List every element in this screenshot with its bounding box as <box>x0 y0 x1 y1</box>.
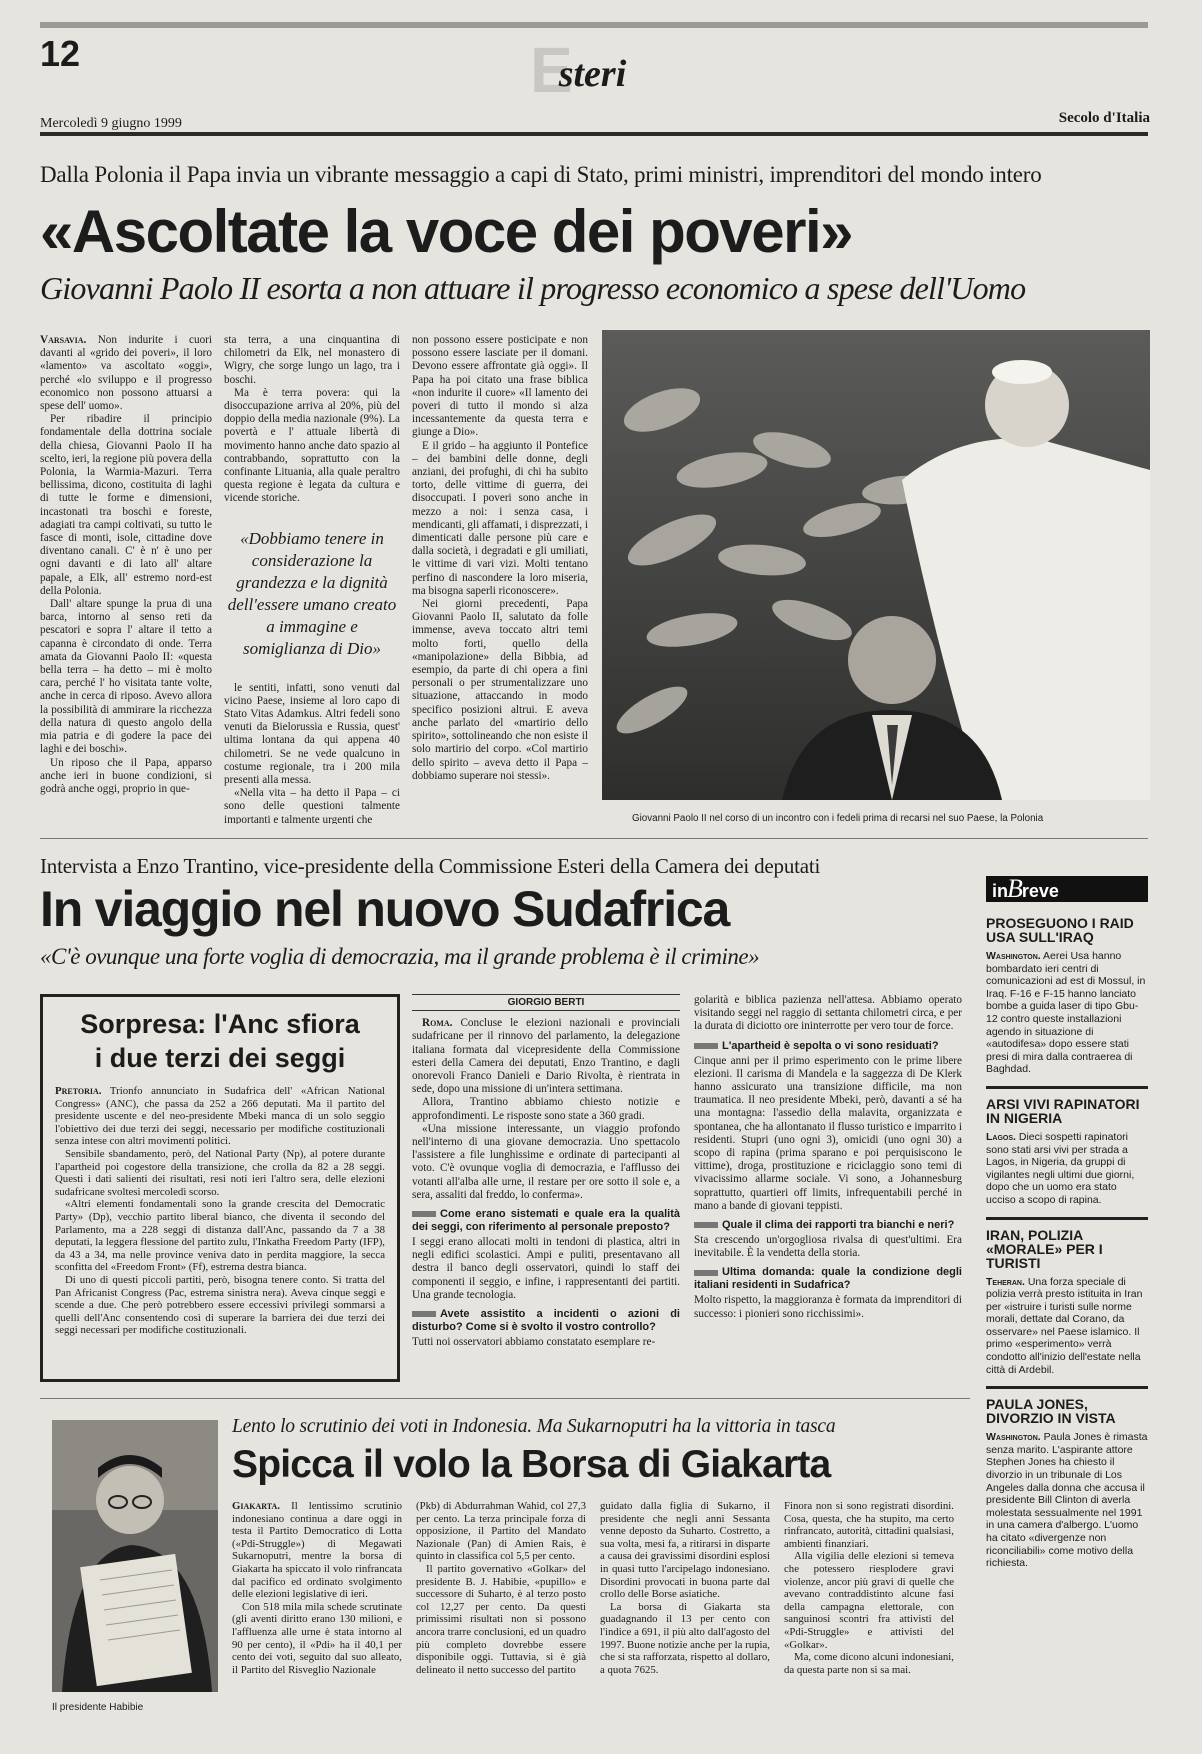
in-breve-label <box>986 876 1148 902</box>
brief-text: Dieci sospetti rapinatori sono stati arsi vivi per strada a Lagos, in Nigeria, da gruppi di vigilantes negli ultimi due giorni, dopo che un uomo era stato ucciso a scopo di rapina. <box>986 1130 1135 1206</box>
gk-col-1 <box>232 1500 402 1728</box>
gk-col4-p3: Ma, come dicono alcuni indonesiani, da questa parte non si sa mai. <box>784 1651 954 1676</box>
brief-divider <box>986 1086 1148 1089</box>
gk-col4-p1: Finora non si sono registrati disordini. Cosa, questa, che ha stupito, ma certo rinfrancato, autorità, cittadini qualsiasi, ambienti finanziari. <box>784 1500 954 1550</box>
brief-title: ARSI VIVI RAPINATORI IN NIGERIA <box>986 1095 1140 1126</box>
in-breve-rest: reve <box>1021 881 1059 901</box>
anc-p1: Trionfo annunciato in Sudafrica dell' «African National Congress» (ANC), che passa da 252 a 266 deputati. Ma il partito del presidente uscente e del neo-presidente Mbeki manca di un solo seggio l'obiettivo dei due terzi dei seggi, necessario per modifiche costituzionali senza intese con altri movimenti politici. <box>55 1085 385 1148</box>
pope-col1-p2: Per ribadire il principio fondamentale della dottrina sociale della chiesa, Giovanni Paolo II ha scelto, ieri, la regione più povera della Polonia, la Warmia-Mazuri. Terra bellissima, dicono, costituita di laghi di tutte le forme e dimensioni, incastonati tra boschi e foreste, adagiati tra campi coltivati, su tutto le fasce di monti, isole, cittadine dove diventano canali. C' è n' è uno per ogni davanti e di lato all' altare papale, a Elk, all' estremo nord-est della Polonia. <box>40 413 212 597</box>
brief-item <box>986 1397 1148 1570</box>
gk-headline: Spicca il volo la Borsa di Giakarta <box>232 1443 831 1486</box>
sa-a3: Cinque anni per il primo esperimento con le prime libere elezioni. Il carisma di Mandela e la saggezza di De Klerk hanno assicurato una transizione difficile, ma non traumatica. Il neo presidente Mbeki, però, davanti a sé ha una montagna: l'assedio della malavita, organizzata e spontanea, che ha allontanato il flusso turistico e imparrito i residenti. Stupri (uno ogni 3), omicidi (uno ogni 30) a scopo di rapina (prima sparano e poi perquisiscono le vittime), droga, prostituzione e riciclaggio sono temi di vivacissimo allarme sociale. Vi sono, a Johannesburg soprattutto, quartieri off limits, infrequentabili perché in mano a bande di giovani teppisti. <box>694 1054 962 1212</box>
pope-col2-p3: le sentiti, infatti, sono venuti dal vicino Paese, insieme al loro capo di Stato Vitas Adamkus. Altri fedeli sono venuti da Bielorussia e Russia, quest' ultima lontana da qui appena 40 chilometri. Se ne vede qualcuno in costume regionale, tra i 200 mila presenti alla messa. <box>224 681 400 787</box>
pope-headline: «Ascoltate la voce dei poveri» <box>40 198 853 265</box>
sa-dateline: Roma. <box>422 1017 453 1030</box>
gk-col-2 <box>416 1500 586 1728</box>
sa-col1-p1: Concluse le elezioni nazionali e provinciali sudafricane per il rinnovo del parlamento, la delegazione italiana formata dal vicepresidente della Commissione esteri della Camera dei deputati, Enzo Trantino, e dagli onorevoli Franco Danieli e Dario Rivolta, è rientrata in sede, dopo una missione di un'intera settimana. <box>412 1017 680 1096</box>
gk-col-3 <box>600 1500 770 1728</box>
page-date: Mercoledì 9 giugno 1999 <box>40 116 182 131</box>
gk-col1-p1: Il lentissimo scrutinio indonesiano continua a dare oggi in testa il Partito Democratico di Lotta («Pdi-Struggle») di Megawati Sukarnoputri, mentre la borsa di Giakarta ha spiccato il volo rinfrancata dal pacifico ed ordinato svolgimento delle elezioni legislative di ieri. <box>232 1500 402 1601</box>
gk-col3-p2: La borsa di Giakarta sta guadagnando il 13 per cento con l'indice a 691, il più alto dall'agosto del 1997. Buone notizie anche per la rupia, che si sta rafforzata, rispetto al dollaro, a quota 7625. <box>600 1600 770 1676</box>
brief-divider <box>986 1217 1148 1220</box>
pope-pull-quote: «Dobbiamo tenere in considerazione la grandezza e la dignità dell'essere umano creato a immagine e somiglianza di Dio» <box>227 528 397 658</box>
pope-col-1 <box>40 334 212 824</box>
anc-p4: Di uno di questi piccoli partiti, però, bisogna tenere conto. Si tratta del Pan Africanist Congress (Pac, estrema sinistra nera). Aveva cinque seggi e scende a due. Che però potrebbero essere eccessivi privilegi sommarsi a quelli dell'Anc consentendo così di superare la barriera dei due terzi dei seggi necessari per modifiche costituzionali. <box>55 1273 385 1337</box>
sa-byline: GIORGIO BERTI <box>412 994 680 1011</box>
brief-dateline: Lagos. <box>986 1130 1016 1143</box>
sa-kicker: Intervista a Enzo Trantino, vice-presidente della Commissione Esteri della Camera dei deputati <box>40 854 821 878</box>
top-rule <box>40 22 1148 28</box>
sa-q5: Ultima domanda: quale la condizione degli italiani residenti in Sudafrica? <box>694 1266 962 1292</box>
brief-text: Aerei Usa hanno bombardato ieri centri di comunicazioni ad est di Mossul, in Iraq. F-16 e F-15 hanno lanciato bombe a guida laser di tipo Gbu-12 contro queste installazioni agendo in situazione di «autodifesa» dopo essere stati presi di mira dalla contraerea di Baghdad. <box>986 950 1146 1076</box>
pope-col2-p2: Ma è terra povera: qui la disoccupazione arriva al 20%, più del doppio della media nazionale (9%). La povertà e l' attuale libertà di movimento hanno anche dato spazio al contrabbando, soprattutto con la confinante Lituania, alla quale peraltro questa regione è legata da cultura e vicende storiche. <box>224 386 400 505</box>
brief-title: PAULA JONES, DIVORZIO IN VISTA <box>986 1396 1116 1427</box>
sa-col-2 <box>694 994 962 1384</box>
pope-col-3 <box>412 334 588 824</box>
gk-col2-p1: (Pkb) di Abdurrahman Wahid, col 27,3 per cento. La terza principale forza di opposizione, il Partito del Mandato Nazionale (Pan) di Amien Rais, è quinto in classifica col 5,5 per cento. <box>416 1500 586 1563</box>
page-number: 12 <box>40 33 81 74</box>
pope-col2-p1: sta terra, a una cinquantina di chilometri da Elk, nel monastero di Wigry, che sorge lungo un lago, tra i boschi. <box>224 334 400 386</box>
pope-col1-p3: Dall' altare spunge la prua di una barca, intorno al senso reti da pescatori e sopra l' altare il tetto a capanna è circondato di onde. Terra amata da Giovanni Paolo II: «questa bella terra – ha detto – mi è molto cara, perché l' ho visitata tante volte, anche in cerca di riposo. Avevo allora la possibilità di ammirare la ricchezza della natura di questo angolo della mia patria e di godere la pace dei laghi e dei boschi». <box>40 598 212 756</box>
pope-col-2 <box>224 334 400 824</box>
brief-divider <box>986 1386 1148 1389</box>
anc-box-title-1: Sorpresa: l'Anc sfiora <box>80 1009 360 1039</box>
pope-col1-p4: Un riposo che il Papa, apparso anche ieri in buone condizioni, si godrà anche oggi, proprio in que- <box>40 756 212 795</box>
sa-a4: Sta crescendo un'orgogliosa rivalsa di quest'ultimi. Era inevitabile. È la vendetta della storia. <box>694 1234 962 1260</box>
pope-col1-p1: Non indurite i cuori davanti al «grido dei poveri», il loro «lamento» va ascoltato «oggi», perché «lo sviluppo e il progresso economico non possono attuarsi a spese dell' uomo». <box>40 334 212 413</box>
sa-q3: L'apartheid è sepolta o vi sono residuati? <box>694 1040 962 1053</box>
gk-col3-p1: guidato dalla figlia di Sukarno, il presidente che negli anni Sessanta venne deposto da Suharto. Costretto, a sua volta, mesi fa, a ritirarsi in disparte a causa dei gravissimi disordini esplosi in quasi tutto l'arcipelago indonesiano. Disordini provocati in buona parte dal crollo delle Borse asiatiche. <box>600 1500 770 1601</box>
newspaper-name: Secolo d'Italia <box>1058 110 1150 126</box>
gk-col2-p2: Il partito governativo «Golkar» del presidente B. J. Habibie, «pupillo» e successore di Suharto, è al terzo posto col 12,27 per cento. Da questi primissimi risultati non si possono ancora trarre conclusioni, ed un quadro più completo dovrebbe essere disponibile oggi. Tuttavia, si è già delineato il netto successo del partito <box>416 1562 586 1676</box>
pope-col2-p4: «Nella vita – ha detto il Papa – ci sono delle questioni talmente importanti e talmente urgenti che <box>224 787 400 824</box>
gk-col1-p2: Con 518 mila mila schede scrutinate (gli aventi diritto erano 130 milioni, e l'affluenza alle urne è stata intorno al 90 per cento), il «Pdi» ha il 40,1 per cento dei voti, seguito dal suo alleato, il Partito del Risveglio Nazionale <box>232 1600 402 1676</box>
in-breve-sidebar <box>986 876 1148 1726</box>
sa-subhead: «C'è ovunque una forte voglia di democrazia, ma il grande problema è il crimine» <box>40 944 760 969</box>
sa-col-1 <box>412 994 680 1384</box>
brief-dateline: Washington. <box>986 1431 1041 1444</box>
pope-dateline: Varsavia. <box>40 334 87 346</box>
gk-dateline: Giakarta. <box>232 1500 281 1512</box>
section-initial: E <box>530 34 573 106</box>
sa-q1: Come erano sistemati e quale era la qualità dei seggi, con riferimento al personale preposto? <box>412 1208 680 1234</box>
sa-q2: Avete assistito a incidenti o azioni di disturbo? Come si è svolto il vostro controllo? <box>412 1308 680 1334</box>
pope-col3-p3: Nei giorni precedenti, Papa Giovanni Paolo II, salutato da folle immense, aveva toccato altri temi molto forti, quello della «manipolazione» della Bibbia, ad esempio, da parte di chi opera a fini personali o per strumentalizzare uno situazione, attaccando in modo specifico posizioni altrui. E aveva anche parlato del «martirio dello spirito», sottolineando che non esiste il solo martirio del corpo. «Col martirio dello spirito – aveva detto il Papa – dobbiamo superare noi stessi». <box>412 598 588 782</box>
pope-photo-image <box>602 330 1150 800</box>
anc-p2: Sensibile sbandamento, però, del National Party (Np), al potere durante l'apartheid poi cogestore della transizione, che crolla da 82 a 28 seggi. Questi i dati salienti dei risultati, resi noti ieri l'altro sera, delle elezioni sudafricane svoltesi mercoledì scorso. <box>55 1147 385 1198</box>
sa-headline: In viaggio nel nuovo Sudafrica <box>40 881 730 937</box>
sa-col1-p2: Allora, Trantino abbiamo chiesto notizie e approfondimenti. Le risposte sono state a 360 gradi. <box>412 1096 680 1122</box>
pope-col3-p1: non possono essere posticipate e non possono essere lasciate per il domani. Devono essere affrontate già oggi». Il Papa ha poi citato una frase biblica «non indurite il cuore» «Il lamento dei poveri di tutto il mondo si alza incessantemente da questa terra e giunge a Dio». <box>412 334 588 439</box>
brief-text: Paula Jones è rimasta senza marito. L'aspirante attore Stephen Jones ha chiesto il divorzio in un tribunale di Los Angeles dalla donna che accusa il presidente Bill Clinton di averla molestata sessualmente nel 1991 in una camera d'albergo. L'uomo ha citato «divergenze non riconciliabili» come motivo della richiesta. <box>986 1431 1148 1570</box>
sa-col1-p3: «Una missione interessante, un viaggio profondo nell'interno di una giovane democrazia. Uno spettacolo l'assistere a file lunghissime e ordinate di partecipanti al voto. C'è ovunque voglia di democrazia, e l'afflusso dei votanti all'alba alle urne, il restare per ore sotto il sole e, a sera, assaliti dal freddo, lo conferma». <box>412 1122 680 1201</box>
sa-a2: Tutti noi osservatori abbiamo constatato esemplare re- <box>412 1336 656 1349</box>
gk-col4-p2: Alla vigilia delle elezioni si temeva che potessero riesplodere gravi violenze, ancor più gravi di quelle che avevano contraddistinto alcune fasi della campagna elettorale, con sanguinosi scontri fra attivisti del «Pdi-Struggle» e attivisti del «Golkar». <box>784 1550 954 1651</box>
brief-title: PROSEGUONO I RAID USA SULL'IRAQ <box>986 915 1134 945</box>
brief-title: IRAN, POLIZIA «MORALE» PER I TURISTI <box>986 1226 1103 1271</box>
habibie-photo <box>52 1420 218 1692</box>
habibie-photo-caption: Il presidente Habibie <box>52 1702 144 1713</box>
pope-kicker: Dalla Polonia il Papa invia un vibrante messaggio a capi di Stato, primi ministri, imprenditori del mondo intero <box>40 162 1042 187</box>
sa-a5: Molto rispetto, la maggioranza è formata da imprenditori di successo: i pionieri sono ricchissimi». <box>694 1294 962 1320</box>
header-rule <box>40 132 1148 136</box>
gk-col-4 <box>784 1500 954 1728</box>
brief-item <box>986 1228 1148 1377</box>
habibie-photo-image <box>52 1420 218 1692</box>
sa-q4: Quale il clima dei rapporti tra bianchi e neri? <box>694 1219 962 1232</box>
pope-photo-caption: Giovanni Paolo II nel corso di un incontro con i fedeli prima di recarsi nel suo Paese, la Polonia <box>632 813 1044 824</box>
pope-photo <box>602 330 1150 800</box>
anc-dateline: Pretoria. <box>55 1085 102 1097</box>
brief-dateline: Teheran. <box>986 1275 1025 1288</box>
sa-a1: I seggi erano allocati molti in tendoni di plastica, altri in negli edifici scolastici. Ampi e puliti, presentavano all destra il banco degli osservatori, quindi lo staff dei componenti il seggio, e infine, i rappresentanti dei partiti. Una grande tecnologia. <box>412 1236 680 1301</box>
brief-item <box>986 1097 1148 1207</box>
anc-box-title-2: i due terzi dei seggi <box>94 1043 346 1073</box>
pope-col3-p2: E il grido – ha aggiunto il Pontefice – dei bambini delle donne, degli anziani, dei profughi, di chi ha subito torto, delle vittime di guerra, dei disoccupati. I poveri sono anche in mezzo a noi: i senza casa, i mendicanti, gli affamati, i disprezzati, i dimenticati dalle persone più care e dalla società, i degradati e gli umiliati, le vittime di vari vizi. Molti tentano perfino di nascondere la loro miseria, ma bisogna saperli riconoscere». <box>412 439 588 597</box>
mid-rule-1 <box>40 838 1148 839</box>
mid-rule-2 <box>40 1398 970 1399</box>
brief-text: Una forza speciale di polizia verrà presto istituita in Iran per «istruire i turisti sulle norme morali, dettate dal Corano, da osservare» nel Paese islamico. Il primo «esperimento» verrà condotto all'inizio dell'estate nella città di Ardebil. <box>986 1275 1143 1376</box>
gk-kicker: Lento lo scrutinio dei voti in Indonesia. Ma Sukarnoputri ha la vittoria in tasca <box>232 1416 836 1437</box>
section-title <box>530 34 627 106</box>
section-rest: steri <box>558 53 627 95</box>
pope-subhead: Giovanni Paolo II esorta a non attuare il progresso economico a spese dell'Uomo <box>40 270 1026 306</box>
in-breve-initial: B <box>1007 876 1023 903</box>
brief-dateline: Washington. <box>986 950 1041 962</box>
brief-item <box>986 916 1148 1076</box>
anc-p3: «Altri elementi fondamentali sono la grande crescita del Democratic Party» (Dp), vecchio partito liberal bianco, che diventa il secondo del Parlamento, ma a 228 seggi di distanza dall'Anc, passando da 7 a 38 deputati, la leggera flessione del partito zulu, l'Inkatha Freedom Party (IFP), da 43 a 34, ma nelle province veniva dato in perdita maggiore, la secca sconfitta del «Freedom Front» (Ff), estrema destra bianca. <box>55 1198 385 1274</box>
in-breve-prefix: in <box>992 881 1008 901</box>
sa-col2-p1: golarità e biblica pazienza nell'attesa. Abbiamo operato visitando seggi nel raggio di settanta chilometri circa, e per la durata di diciotto ore ininterrotte per vero tour de force. <box>694 994 962 1033</box>
anc-box <box>40 994 400 1382</box>
